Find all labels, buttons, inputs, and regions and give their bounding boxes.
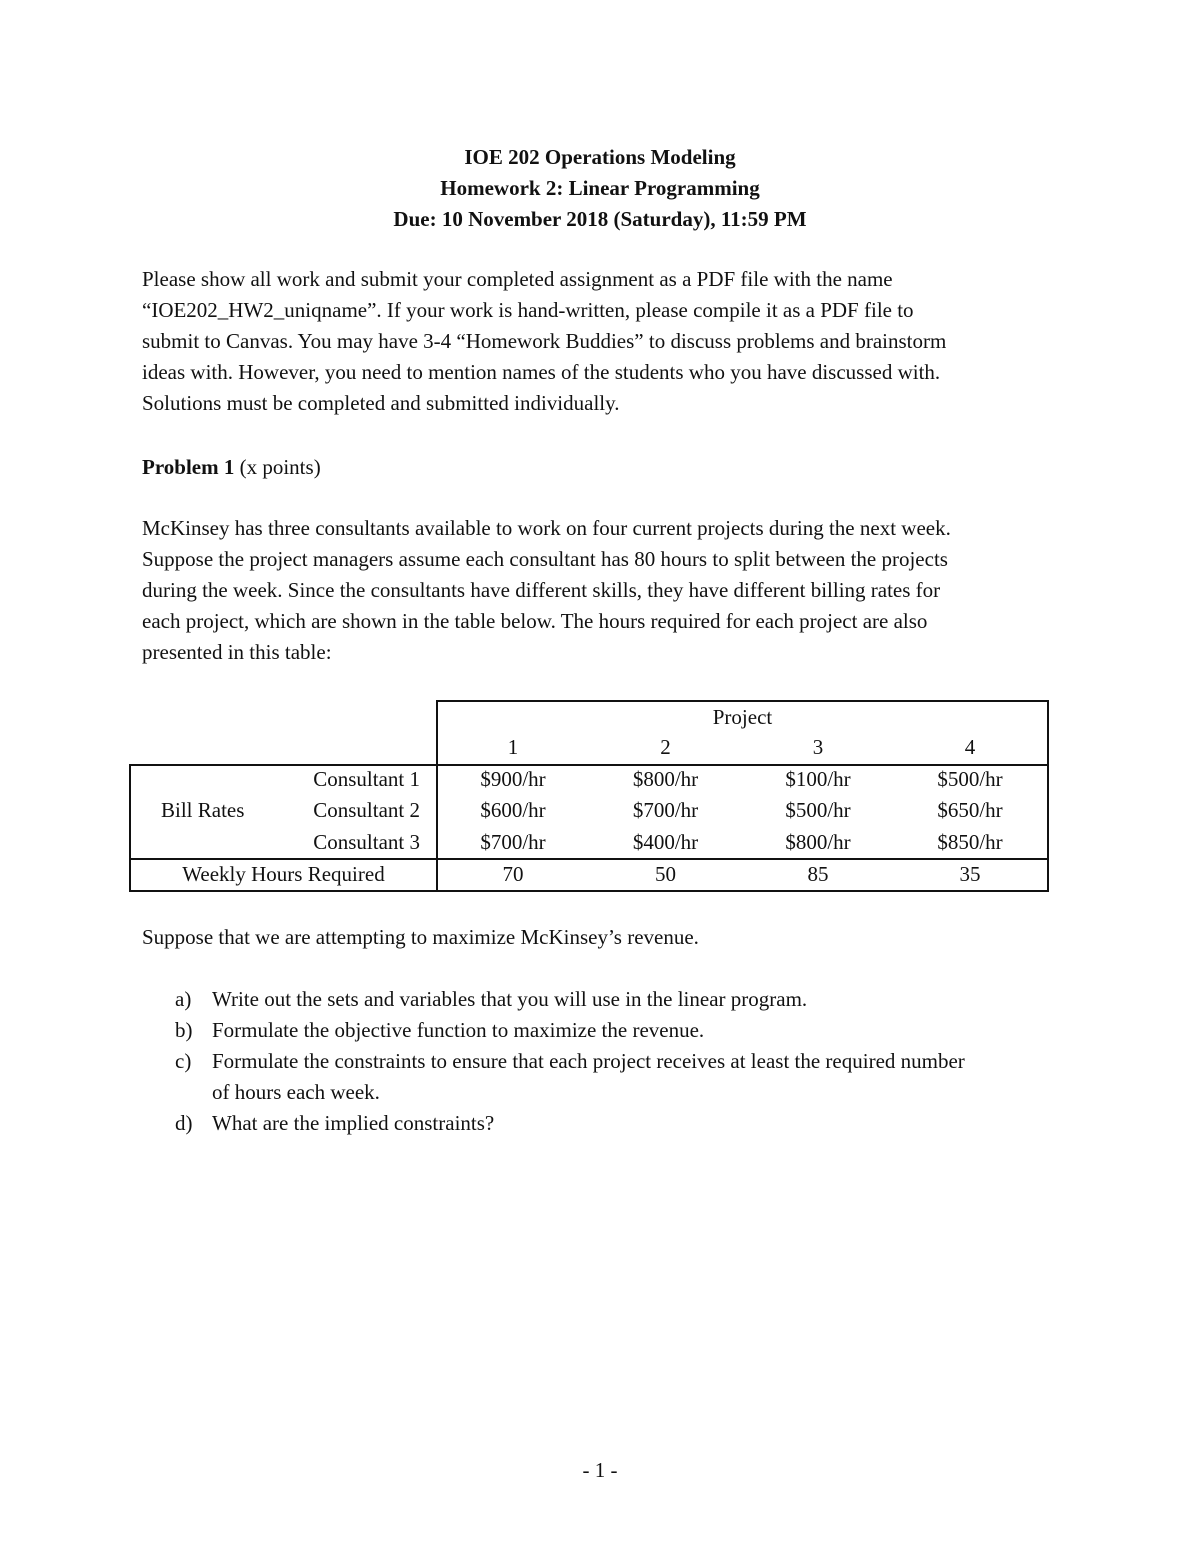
problem-label: Problem 1	[142, 455, 235, 479]
consultant-name: Consultant 3	[313, 830, 420, 854]
project-number: 4	[964, 735, 976, 759]
part-text: Formulate the objective function to maximize the revenue.	[212, 1018, 705, 1042]
part-text: of hours each week.	[212, 1080, 380, 1104]
rate-cell: $700/hr	[632, 798, 699, 822]
project-number: 2	[660, 735, 671, 759]
part-letter: b)	[175, 1018, 193, 1042]
rate-cell: $850/hr	[937, 830, 1003, 854]
instructions-line: submit to Canvas. You may have 3-4 “Homework Buddies” to discuss problems and brainstorm	[142, 329, 947, 353]
part-letter: a)	[175, 987, 192, 1011]
problem-points: (x points)	[234, 455, 321, 479]
problem-heading	[142, 452, 321, 483]
problem-description	[142, 513, 1062, 668]
list-item	[175, 1108, 1065, 1139]
bill-rates-label: Bill Rates	[161, 798, 245, 822]
instructions-line: Solutions must be completed and submitted individually.	[142, 391, 620, 415]
consultant-name: Consultant 1	[313, 767, 420, 791]
rate-cell: $100/hr	[785, 767, 851, 791]
due-date: Due: 10 November 2018 (Saturday), 11:59 PM	[393, 207, 807, 231]
hours-cell: 50	[655, 862, 676, 886]
rate-cell: $600/hr	[480, 798, 546, 822]
problem-line: Suppose the project managers assume each consultant has 80 hours to split between the projects	[142, 547, 948, 571]
instructions-line: ideas with. However, you need to mention names of the students who you have discussed with.	[142, 360, 941, 384]
table-border	[129, 890, 1049, 892]
homework-title: Homework 2: Linear Programming	[440, 176, 760, 200]
list-item	[175, 1046, 1065, 1108]
rate-cell: $700/hr	[480, 830, 546, 854]
billing-rate-table	[129, 700, 1049, 892]
instructions-line: “IOE202_HW2_uniqname”. If your work is hand-written, please compile it as a PDF file to	[142, 298, 914, 322]
problem-line: McKinsey has three consultants available to work on four current projects during the next week.	[142, 516, 951, 540]
problem-line: during the week. Since the consultants have different skills, they have different billing rates for	[142, 578, 941, 602]
project-number: 1	[507, 735, 519, 759]
part-text: What are the implied constraints?	[212, 1111, 495, 1135]
problem-line: each project, which are shown in the table below. The hours required for each project are also	[142, 609, 928, 633]
rate-cell: $900/hr	[480, 767, 546, 791]
hours-cell: 85	[807, 862, 829, 886]
problem-line: presented in this table:	[142, 640, 332, 664]
list-item	[175, 1015, 1065, 1046]
instructions-paragraph	[142, 264, 1062, 419]
part-text: Write out the sets and variables that you will use in the linear program.	[212, 987, 808, 1011]
list-item	[175, 984, 1065, 1015]
part-letter: c)	[175, 1049, 192, 1073]
question-parts-list	[175, 984, 1065, 1139]
project-header: Project	[712, 705, 773, 729]
instructions-line: Please show all work and submit your completed assignment as a PDF file with the name	[142, 267, 893, 291]
rate-cell: $500/hr	[937, 767, 1003, 791]
part-letter: d)	[175, 1111, 193, 1135]
rate-cell: $500/hr	[785, 798, 851, 822]
page-number: - 1 -	[582, 1458, 618, 1482]
question-text: Suppose that we are attempting to maximize McKinsey’s revenue.	[142, 925, 699, 949]
rate-cell: $650/hr	[937, 798, 1003, 822]
hours-cell: 35	[959, 862, 981, 886]
hours-cell: 70	[502, 862, 524, 886]
consultant-name: Consultant 2	[313, 798, 420, 822]
rate-cell: $800/hr	[632, 767, 699, 791]
table-border	[1047, 700, 1049, 892]
project-number: 3	[812, 735, 824, 759]
course-title: IOE 202 Operations Modeling	[464, 145, 736, 169]
part-text: Formulate the constraints to ensure that each project receives at least the required number	[212, 1049, 965, 1073]
document-header	[0, 142, 1200, 235]
rate-cell: $800/hr	[785, 830, 851, 854]
weekly-hours-label: Weekly Hours Required	[182, 862, 385, 886]
rate-cell: $400/hr	[632, 830, 699, 854]
